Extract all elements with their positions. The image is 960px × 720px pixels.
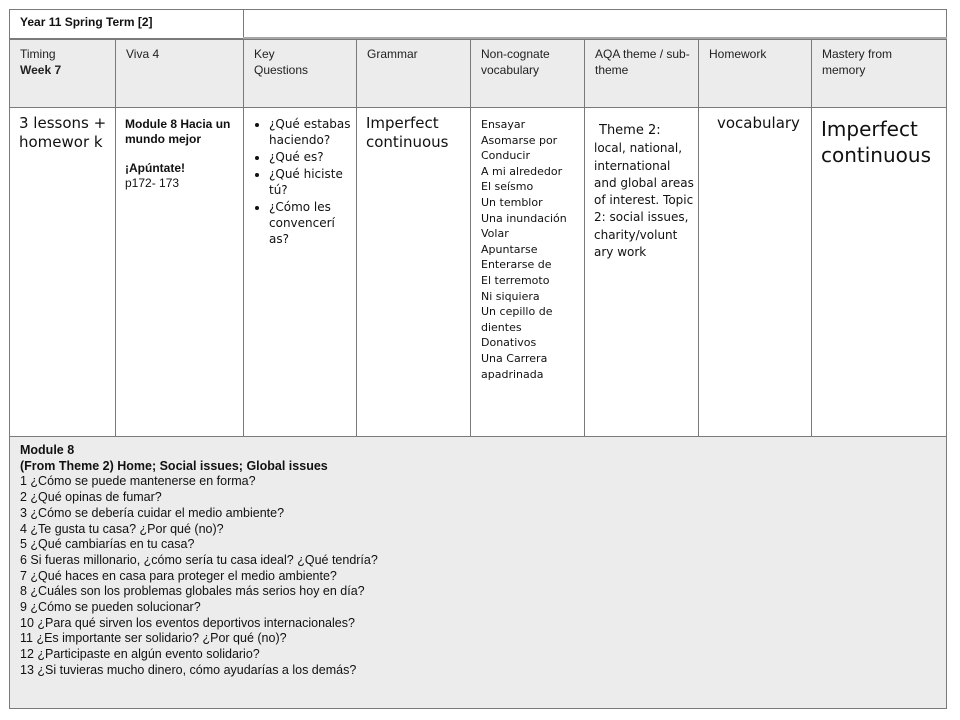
key-questions-list [253, 116, 352, 247]
mastery-cell: Imperfect continuous [811, 107, 947, 437]
header-timing [9, 39, 116, 108]
vocabulary-item: Conducir [481, 149, 530, 163]
header-mastery-label: Mastery from memory [822, 47, 893, 77]
grammar-cell: Imperfect continuous [356, 107, 471, 437]
footer-question-item: 13 ¿Si tuvieras mucho dinero, cómo ayudarías a los demás? [20, 662, 357, 677]
header-aqa-label: AQA theme / sub-theme [595, 47, 690, 77]
footer-question-item: 9 ¿Cómo se pueden solucionar? [20, 600, 201, 615]
vocabulary-item: Asomarse por [481, 133, 558, 147]
vocabulary-item: Donativos [481, 336, 537, 350]
footer-question-item: 4 ¿Te gusta tu casa? ¿Por qué (no)? [20, 521, 224, 536]
vocabulary-item: Volar [481, 227, 509, 241]
vocabulary-item: Apuntarse [481, 242, 538, 256]
key-question-item: • ¿Qué es? [269, 149, 352, 165]
footer-question-item: 10 ¿Para qué sirven los eventos deportivos internacionales? [20, 615, 355, 630]
header-grammar-label: Grammar [367, 47, 418, 61]
header-aqa [584, 39, 699, 108]
header-key-questions [243, 39, 357, 108]
viva-module-cell [115, 107, 244, 437]
vocabulary-item: Un temblor [481, 195, 543, 209]
key-question-item: • ¿Qué estabas haciendo? [269, 116, 352, 148]
vocabulary-item: Ni siquiera [481, 289, 540, 303]
vocabulary-item: Un cepillo de dientes [481, 305, 553, 334]
footer-question-item: 6 Si fueras millonario, ¿cómo sería tu casa ideal? ¿Qué tendría? [20, 552, 378, 567]
vocabulary-list [481, 117, 578, 382]
footer-question-item: 1 ¿Cómo se puede mantenerse en forma? [20, 474, 256, 489]
header-non-cognate-label: Non-cognate vocabulary [481, 47, 550, 77]
vocabulary-item: Una Carrera apadrinada [481, 351, 548, 381]
page-reference: p172- 173 [125, 176, 180, 190]
header-timing-week: Week 7 [20, 63, 62, 77]
header-non-cognate [470, 39, 585, 108]
footer-question-item: 12 ¿Participaste en algún evento solidario? [20, 647, 260, 662]
footer-question-item: 7 ¿Qué haces en casa para proteger el medio ambiente? [20, 568, 337, 583]
apuntate-label: ¡Apúntate! [125, 161, 185, 175]
header-homework [698, 39, 812, 108]
footer-question-item: 8 ¿Cuáles son los problemas globales más serios hoy en día? [20, 584, 365, 599]
vocabulary-item: A mi alrededor [481, 164, 563, 178]
key-question-item: • ¿Cómo les convencerí as? [269, 199, 352, 247]
key-questions-cell [243, 107, 357, 437]
vocabulary-item: Ensayar [481, 118, 526, 131]
vocabulary-item: Una inundación [481, 211, 567, 225]
header-homework-label: Homework [709, 47, 767, 61]
footer-question-item: 3 ¿Cómo se debería cuidar el medio ambiente? [20, 505, 285, 520]
aqa-theme-cell [584, 107, 699, 437]
footer-module: Module 8 [20, 443, 75, 457]
footer-question-item: 2 ¿Qué opinas de fumar? [20, 490, 162, 505]
module-title: Module 8 Hacia un mundo mejor [125, 117, 231, 146]
footer-question-item: 11 ¿Es importante ser solidario? ¿Por qué (no)? [20, 631, 287, 646]
aqa-theme-heading: Theme 2: [599, 123, 661, 138]
footer-question-list [20, 474, 946, 678]
term-title: Year 11 Spring Term [2] [9, 9, 244, 39]
vocabulary-item: El terremoto [481, 273, 550, 287]
footer-question-item: 5 ¿Qué cambiarías en tu casa? [20, 537, 195, 552]
header-grammar [356, 39, 471, 108]
aqa-theme-detail: local, national, international and global areas of interest. Topic 2: social issues, charity/volunt ary work [594, 141, 694, 260]
vocabulary-item: Enterarse de [481, 258, 552, 272]
title-empty-cell [243, 9, 947, 39]
header-mastery [811, 39, 947, 108]
scheme-of-work-table [9, 9, 947, 709]
header-key-questions-label: Key Questions [254, 47, 309, 77]
lessons-cell: 3 lessons + homewor k [9, 107, 116, 437]
header-viva [115, 39, 244, 108]
vocabulary-cell [470, 107, 585, 437]
header-viva-label: Viva 4 [126, 47, 160, 61]
vocabulary-item: El seísmo [481, 180, 534, 194]
header-timing-label: Timing [20, 47, 56, 61]
footer-theme: (From Theme 2) Home; Social issues; Global issues [20, 458, 328, 473]
homework-cell: vocabulary [698, 107, 812, 437]
module-questions-footer [9, 436, 947, 709]
key-question-item: • ¿Qué hiciste tú? [269, 166, 352, 198]
